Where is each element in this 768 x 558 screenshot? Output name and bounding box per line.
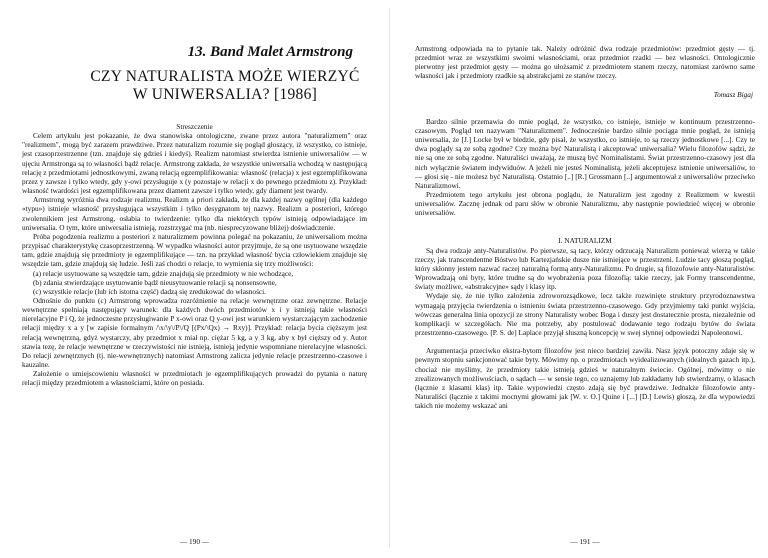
intro-paragraph: Armstrong odpowiada na to pytanie tak. Należy odróżnić dwa rodzaje przedmiotów: przedmiot gęsty — tj. przedmiot wraz ze wszystkimi swoimi własnościami, oraz przedmiot rzadki — bez własności. Ontologicznie pierwotny jest przedmiot gęsty — można go ułożsamić z przedmiotem stanem rzeczy, natomiast zarówno same własności jak i przedmioty rzadkie są abstrakcjami ze stanów rzeczy. [415, 44, 755, 81]
title-line-1: CZY NATURALISTA MOŻE WIERZYĆ [90, 68, 360, 85]
chapter-heading: 13. Band Malet Armstrong [187, 44, 353, 60]
paragraph: Są dwa rodzaje anty-Naturalistów. Po pierwsze, są tacy, którzy odrzucają Naturalizm ponieważ wierzą w takie rzeczy, jak transcendentne Bóstwo lub Kartezjańskie dusze nie istniejące w przestrzeni. Ludzie tacy głoszą pogląd, który skłonny jestem nazwać raczej naturalną formą anty-Naturalizmu. Po drugie, są filozofowie anty-Naturalistów. Wprowadzają oni byty, które trudne są do wyobrażenia poza filozofią: takie rzeczy, jak Formy transcendentne, światy możliwe, «abstrakcyjne» sądy i klasy itp. [415, 245, 755, 292]
paragraph: Wydaje się, że nie tylko założenia zdroworozsądkowe, lecz także rozwinięte struktury przyrodoznawstwa wymagają przyjęcia twierdzenia o istnieniu świata przestrzenno-czasowego. Gdy przyjmiemy taki punkt wyjścia, wówczas generalna linia opozycji ze strony Naturalisty wobec Boga i duszy jest dostatecznie prosta, niezależnie od komplikacji w szczegółach. Nie ma potrzeby, aby postulować dodawanie tego rodzaju bytów do świata przestrzenno-czasowego. [P. S. de] Laplace przyjął słuszną koncepcję w swej słynnej odpowiedzi Napoleonowi. [415, 291, 755, 338]
summary-author: Tomasz Bigaj [713, 89, 753, 99]
paragraph: Odnośnie do punktu (c) Armstrong wprowadza rozróżnienie na relacje wewnętrzne oraz zewnętrzne. Relacje wewnętrzne spełniają następujący warunek: dla każdych dwóch przedmiotów x i y istnieją takie własności nierelacyjne P i Q, że jednoczesne przysługiwanie P x-owi oraz Q y-owi jest warunkiem wystarczającym zachodzenie relacji między x a y [w zapisie formalnym /\x/\y\/P\/Q [(Px/\Qx) → Rxy)]. Przykład: relacja bycia cięższym jest relacją wewnętrzną, gdyż wystarczy, aby przedmiot x miał np. ciężar 5 kg, a y 3 kg, aby x był cięższy od y. Autor stawia tezę, że relacje wewnętrzne w rzeczywistości nie istnieją, istnieją jedynie wspomniane nierelacyjne własności. Do relacji zewnętrznych (tj. nie-wewnętrznych) natomiast Armstrong zalicza jedynie relacje przestrzenno-czasowe i kauzalne. [22, 295, 367, 370]
paragraph: Bardzo silnie przemawia do mnie pogląd, że wszystko, co istnieje, istnieje w kontinuum przestrzenno-czasowym. Pogląd ten nazywam "Naturalizmem". Jednocześnie bardzo silnie pociąga mnie pogląd, że istnieją uniwersalia, że [J.] Locke był w biedzie, gdy pisał, że wszystko, co istnieje, to są rzeczy jednostkowe [...]. Czy te dwa poglądy są ze sobą zgodne? Czy można być Naturalistą i akceptować uniwersalia? Wielu filozofów sądzi, że nie są one ze sobą zgodne. Naturaliści uważają, że muszą być Nominalistami. Świat przestrzenno-czasowy jest dla nich wyłącznie światem indywiduów. A jeżeli nie jesteś Nominalistą, jeżeli akceptujesz istnienie uniwersaliów, to — głosi się - nie możesz być Naturalistą. Ostatnio [..] [R.] Grossmann [..] argumentował z uniwersaliów przeciwko Naturalizmowi. [415, 116, 755, 190]
paragraph: Próba pogodzenia realizmu a posteriori z naturalizmem powinna polegać na pokazaniu, że uniwersaliom można przypisać charakterystykę czasoprzestrzenną. W wypadku własności autor przyjmuje, że są one usytuowane wszędzie tam, gdzie znajdują się przedmioty je egzemplifikujące — tzn. na przykład własność bycia człowiekiem znajduje się wszędzie tam, gdzie znajdują się ludzie. Jeśli zaś chodzi o relacje, to wymienia się trzy możliwości: [22, 231, 367, 269]
left-body [22, 122, 367, 388]
right-body [415, 44, 755, 410]
right-page [415, 0, 755, 558]
gutter-divider [389, 8, 390, 548]
title-line-2: W UNIWERSALIA? [1986] [132, 86, 318, 103]
paragraph: Celem artykułu jest pokazanie, że dwa stanowiska ontologiczne, zwane przez autora "naturalizmem" oraz "realizmem", mogą być zarazem prawdziwe. Przez naturalizm rozumie się pogląd głoszący, iż wszystko, co istnieje, jest czasoprzestrzenne (tzn. znajduje się gdzieś i kiedyś). Realizm natomiast stwierdza istnienie uniwersaliów — w ujęciu Armstronga są to własności bądź relacje. Armstrong zakłada, że wszystkie uniwersalia wchodzą w następującą relację z przedmiotami jednostkowymi, zwaną relacją egzemplifikowania: własność (relacja) x jest egzemplifikowana przez y zawsze i tylko wtedy, gdy y-owi przysługuje x (y pozostaje w relacji x do pewnego przedmiotu z). Przykład: własność twardości jest egzemplifikowana przez diament zawsze i tylko wtedy, gdy diament jest twardy. [22, 131, 367, 196]
paragraph: Założenie o umiejscowieniu własności w przedmiotach je egzemplifikujących prowadzi do pytania o naturę relacji między przedmiotem a własnościami, które on posiada. [22, 369, 367, 388]
article-title [90, 68, 360, 104]
list-item: (c) wszystkie relacje (lub ich istotna część) dadzą się zredukować do własności. [33, 286, 266, 296]
left-page [22, 0, 367, 558]
paragraph: Armstrong wyróżnia dwa rodzaje realizmu. Realizm a priori zakłada, że dla każdej nazwy ogólnej (dla każdego «typu») istnieje własność przysługująca wszystkim i tylko desygnatom tej nazwy. Realizm a posteriori, którego zwolennikiem jest Armstrong, osłabia to twierdzenie: tylko dla niektórych typów istnieją odpowiadające im uniwersalia. O tym, które uniwersalia istnieją, rozstrzygać ma (nb. niesprecyzowane bliżej) doświadczenie. [22, 195, 367, 232]
list-item: (b) zdania stwierdzające usytuowanie bądź nieusytuowanie relacji są nonsensowne, [33, 277, 277, 287]
section-heading: I. NATURALIZM [558, 235, 612, 245]
paragraph: Argumentacja przeciwko ekstra-bytom filozofów jest nieco bardziej zawiła. Nasz język potoczny zdaje się w pewnym stopniu sankcjonować takie byty. Mówimy np. o przedmiotach wyidealizowanych (idealnych gazach itp.), chociaż nie myślimy, że przedmioty takie istnieją gdzieś w naturalnym świecie. Ogólnej, mówimy o nie zrealizowanych możliwościach, o sądach — w sensie tego, co uznajemy lub zakładamy lub stwierdzamy, o klasach (łącznie z klasami klas) itp. Takie wypowiedzi często zdają się być prawdziwe. Jednakże filozofowie anty-Naturaliści (łącznie z takimi mocnymi głowami jak [W. v. O.] Quine i [...] [D.] Lewis) głoszą, że dla wypowiedzi takich nie możemy wskazać ani [415, 346, 755, 411]
page-number: — 191 — [570, 537, 600, 546]
page-number: — 190 — [179, 537, 210, 546]
list-item: (a) relacje usytuowane są wszędzie tam, gdzie znajdują się przedmioty w nie wchodzące, [33, 268, 294, 278]
summary-heading: Streszczenie [176, 122, 213, 131]
paragraph: Przedmiotem tego artykułu jest obrona poglądu, że Naturalizm jest zgodny z Realizmem w kwestii uniwersaliów. Zacznę jednak od paru słów w obronie Naturalizmu, aby następnie powiedzieć więcej w obronie uniwersaliów. [415, 190, 755, 218]
